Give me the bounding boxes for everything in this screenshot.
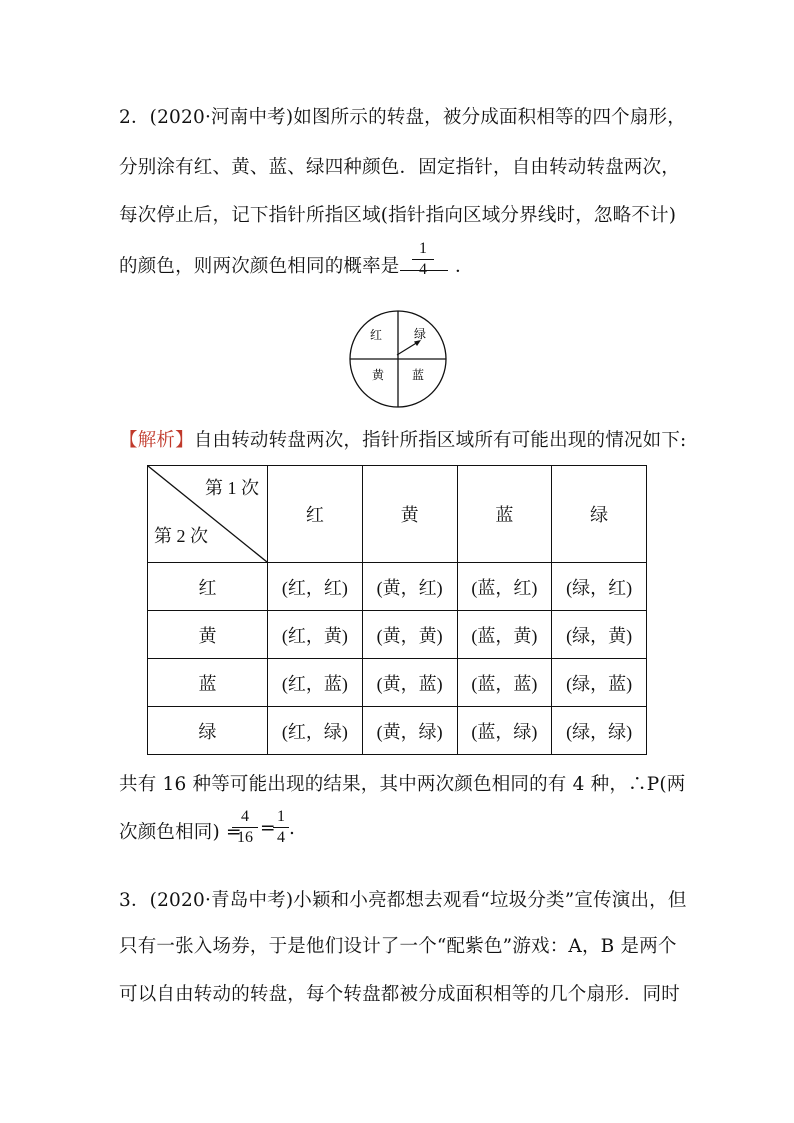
fraction-numerator: 1 xyxy=(277,808,285,825)
table-cell: (蓝，红) xyxy=(457,563,552,611)
table-cell: (黄，蓝) xyxy=(362,659,457,707)
table-cell: (绿，绿) xyxy=(552,707,647,755)
table-row xyxy=(148,563,647,611)
row-header: 红 xyxy=(148,563,268,611)
table-header-row xyxy=(148,466,647,563)
table-cell: (绿，黄) xyxy=(552,611,647,659)
corner-label-second: 第 2 次 xyxy=(154,526,208,546)
table-cell: (绿，红) xyxy=(552,563,647,611)
sector-label-green: 绿 xyxy=(413,327,427,341)
spinner-figure xyxy=(348,309,448,409)
conclusion-line-1: 共有 16 种等可能出现的结果，其中两次颜色相同的有 4 种，∴P(两 xyxy=(119,774,686,795)
corner-label-first: 第 1 次 xyxy=(205,478,259,498)
conclusion-equals: = xyxy=(260,818,276,839)
fraction-bar xyxy=(273,827,289,828)
column-header: 绿 xyxy=(552,466,647,563)
outcome-table xyxy=(147,465,647,755)
row-header: 黄 xyxy=(148,611,268,659)
answer-numerator: 1 xyxy=(419,240,427,257)
table-cell: (蓝，蓝) xyxy=(457,659,552,707)
sector-label-yellow: 黄 xyxy=(371,368,385,382)
problem2-line-1: 2．(2020·河南中考)如图所示的转盘，被分成面积相等的四个扇形， xyxy=(119,107,686,128)
column-header: 红 xyxy=(268,466,363,563)
row-header: 蓝 xyxy=(148,659,268,707)
table-cell: (黄，绿) xyxy=(362,707,457,755)
column-header: 蓝 xyxy=(457,466,552,563)
table-cell: (红，绿) xyxy=(268,707,363,755)
table-cell: (绿，蓝) xyxy=(552,659,647,707)
table-cell: (蓝，黄) xyxy=(457,611,552,659)
problem2-line-3: 每次停止后，记下指针所指区域(指针指向区域分界线时，忽略不计) xyxy=(119,205,677,226)
conclusion-period: . xyxy=(289,818,296,839)
answer-denominator: 4 xyxy=(419,261,427,278)
table-cell: (红，黄) xyxy=(268,611,363,659)
table-cell: (蓝，绿) xyxy=(457,707,552,755)
sector-label-blue: 蓝 xyxy=(411,368,425,382)
spinner-pointer xyxy=(397,342,418,355)
problem2-line-4: 的颜色，则两次颜色相同的概率是 xyxy=(119,256,400,277)
table-row xyxy=(148,611,647,659)
sector-label-red: 红 xyxy=(369,328,383,342)
column-header: 黄 xyxy=(362,466,457,563)
table-row xyxy=(148,659,647,707)
fraction-bar xyxy=(412,259,434,260)
answer-fraction xyxy=(412,240,434,279)
fraction-denominator: 4 xyxy=(277,829,285,846)
table-corner-cell xyxy=(148,466,268,563)
conclusion-line-2-start: 次颜色相同) = xyxy=(119,822,242,843)
table-cell: (红，红) xyxy=(268,563,363,611)
table-row xyxy=(148,707,647,755)
probability-fraction-2 xyxy=(273,808,289,847)
table-cell: (黄，红) xyxy=(362,563,457,611)
problem3-line-2: 只有一张入场券，于是他们设计了一个“配紫色”游戏：A，B 是两个 xyxy=(119,936,677,957)
fraction-bar xyxy=(232,827,258,828)
problem2-line-2: 分别涂有红、黄、蓝、绿四种颜色．固定指针，自由转动转盘两次， xyxy=(119,157,681,178)
table-cell: (黄，黄) xyxy=(362,611,457,659)
row-header: 绿 xyxy=(148,707,268,755)
probability-fraction-1 xyxy=(232,808,258,847)
problem3-line-3: 可以自由转动的转盘，每个转盘都被分成面积相等的几个扇形．同时 xyxy=(119,984,681,1005)
analysis-text: 自由转动转盘两次，指针所指区域所有可能出现的情况如下: xyxy=(193,430,687,451)
problem3-line-1: 3．(2020·青岛中考)小颖和小亮都想去观看“垃圾分类”宣传演出，但 xyxy=(119,890,687,911)
problem2-period: ． xyxy=(455,256,474,277)
analysis-line xyxy=(119,426,686,452)
analysis-tag: 【解析】 xyxy=(119,430,194,451)
fraction-denominator: 16 xyxy=(237,829,253,846)
fraction-numerator: 4 xyxy=(241,808,249,825)
table-cell: (红，蓝) xyxy=(268,659,363,707)
